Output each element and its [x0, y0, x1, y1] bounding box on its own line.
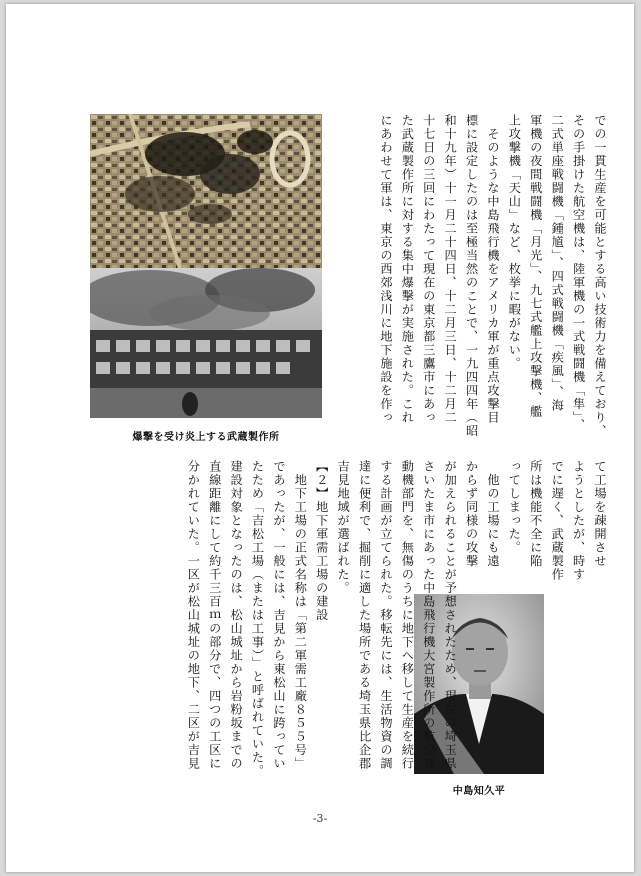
text-line: 建設対象となったのは、松山城址から岩粉坂までの	[229, 460, 244, 771]
page-number: -3-	[312, 812, 328, 825]
text-line: その手掛けた航空機は、陸軍機の一式戦闘機「隼」、	[571, 114, 586, 432]
text-block-bottom	[182, 460, 503, 780]
text-line: 動機部門を、無傷のうちに地下へ移して生産を続行	[400, 460, 415, 771]
burning-factory-photo	[90, 268, 322, 418]
text-block-upper-right	[503, 460, 610, 590]
text-line: 和十九年）十一月二十四日、十二月三日、十二月二	[443, 114, 458, 425]
text-line: でに遅く、武蔵製作	[550, 460, 565, 582]
text-line: 他の工場にも遠	[486, 460, 500, 568]
text-line: からず同様の攻撃	[464, 460, 479, 568]
text-line: 標に設定したのは至極当然のことで、一九四四年（昭	[464, 114, 479, 438]
text-line: さいたま市にあった中島飛行機大宮製作所の航空発	[421, 460, 436, 771]
portrait-caption: 中島知久平	[452, 786, 506, 797]
text-line: が加えられることが予想されたため、現在の埼玉県	[443, 460, 458, 771]
text-line: 達に便利で、掘削に適した場所である埼玉県比企郡	[357, 460, 372, 771]
document-page	[6, 4, 634, 872]
text-line: 軍機の夜間戦闘機「月光」、九七式艦上攻撃機、艦	[528, 114, 543, 419]
text-line: 十七日の三回にわたって現在の東京都三鷹市にあっ	[421, 114, 436, 425]
text-line: する計画が立てられた。移転先には、生活物資の調	[378, 460, 393, 771]
bombing-photo-caption: 爆撃を受け炎上する武蔵製作所	[132, 432, 280, 443]
text-block-top	[375, 114, 610, 438]
text-line: 直線距離にして約千三百ｍの部分で、四つの工区に	[207, 460, 222, 771]
text-line: た武蔵製作所に対する集中爆撃が実施された。これ	[400, 114, 415, 425]
text-line: 分かれていた。一区が松山城址の地下、二区が吉見	[186, 460, 201, 771]
text-line: 二式単座戦闘機「鍾馗」、四式戦闘機「疾風」、海	[550, 114, 565, 413]
text-line: たため「吉松工場（または工事）」と呼ばれていた。	[250, 460, 265, 778]
aerial-bombing-photo	[90, 114, 322, 268]
text-line: そのような中島飛行機をアメリカ軍が重点攻撃目	[485, 114, 500, 425]
text-line: ってしまった。	[507, 460, 522, 555]
text-line: にあわせて軍は、東京の西郊浅川に地下施設を作っ	[378, 114, 393, 425]
text-line: 所は機能不全に陥	[528, 460, 543, 568]
text-line: 吉見地域が選ばれた。	[336, 460, 351, 595]
text-line: であったが、一般には、吉見から東松山に跨ってい	[271, 460, 286, 771]
section-heading: 【２】地下軍需工場の建設	[314, 460, 329, 622]
text-line: での一貫生産を可能とする高い技術力を備えており、	[593, 114, 607, 438]
text-line: て工場を疎開させ	[593, 460, 607, 568]
text-line: 地下工場の正式名称は「第二軍需工廠８５５号」	[293, 460, 308, 771]
text-line: 上攻撃機「天山」など、枚挙に暇がない。	[507, 114, 522, 371]
text-line: ようとしたが、時す	[571, 460, 586, 582]
